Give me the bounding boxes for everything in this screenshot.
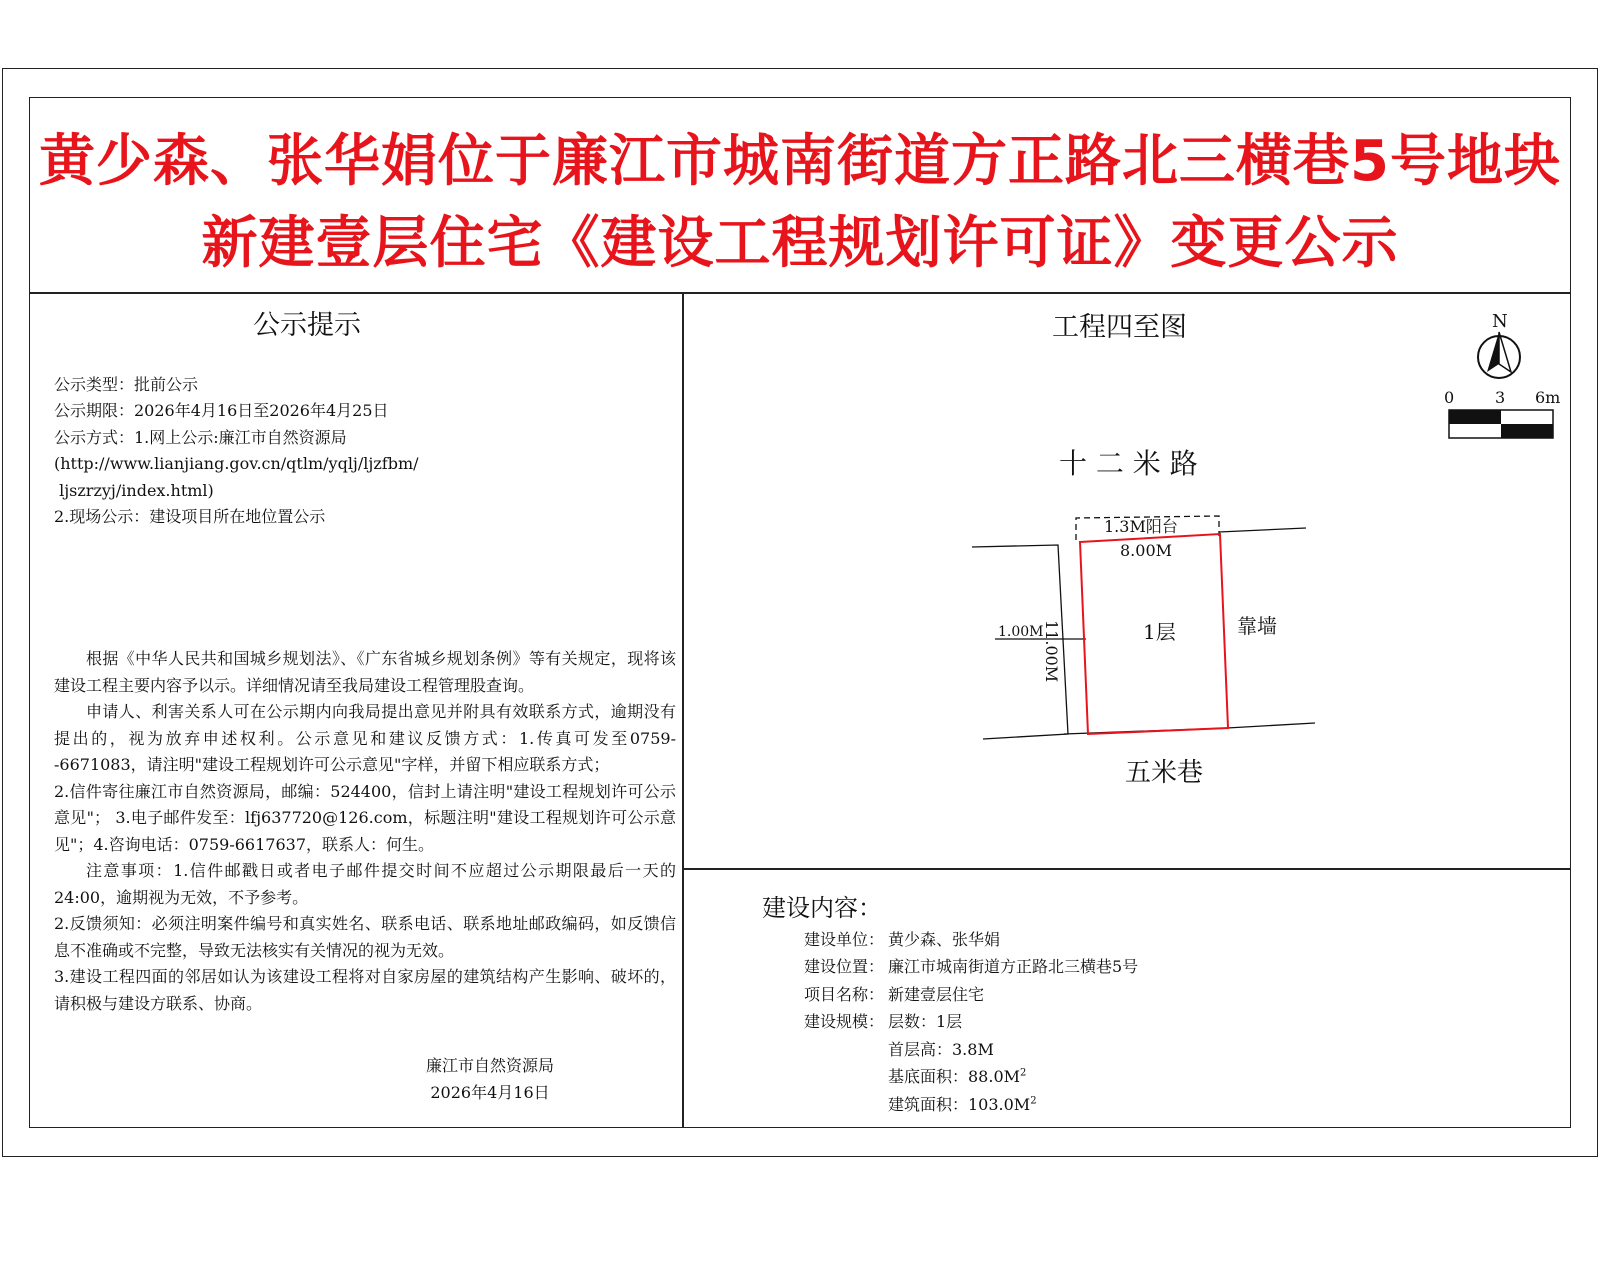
base-area-value: 基底面积：88.0M — [888, 1067, 1021, 1086]
build-name — [804, 982, 984, 1005]
road-north-label: 十 二 米 路 — [1059, 447, 1198, 480]
setback-label: 1.00M — [998, 624, 1044, 640]
build-floor-area — [888, 1092, 1037, 1115]
notice-onsite: 2.现场公示：建设项目所在地位置公示 — [54, 507, 326, 526]
notice-paragraph-4: 注意事项：1.信件邮戳日或者电子邮件提交时间不应超过公示期限最后一天的24:00，逾期视为无效，不予参考。 — [54, 861, 676, 907]
width-label: 8.00M — [1120, 541, 1173, 560]
notice-url-2[interactable]: ljszrzyj/index.html) — [54, 481, 214, 500]
notice-type: 公示类型：批前公示 — [54, 375, 199, 394]
notice-paragraph-1: 根据《中华人民共和国城乡规划法》、《广东省城乡规划条例》等有关规定，现将该建设工程主要内容予以示。详细情况请至我局建设工程管理股查询。 — [54, 649, 676, 695]
notice-period: 公示期限：2026年4月16日至2026年4月25日 — [54, 401, 389, 420]
notice-method: 公示方式：1.网上公示:廉江市自然资源局 — [54, 428, 347, 447]
build-floors: 层数：1层 — [888, 1012, 963, 1031]
balcony-label: 1.3M阳台 — [1104, 517, 1178, 536]
build-location-value: 廉江市城南街道方正路北三横巷5号 — [888, 957, 1139, 976]
east-label: 靠墙 — [1237, 614, 1277, 638]
build-unit-value: 黄少森、张华娟 — [888, 930, 1001, 949]
base-area-unit: 2 — [1020, 1067, 1027, 1079]
north-label: N — [1492, 311, 1508, 332]
floor-area-unit: 2 — [1030, 1095, 1037, 1107]
build-location-label: 建设位置： — [804, 957, 885, 976]
build-heading: 建设内容： — [762, 894, 882, 922]
column-divider — [682, 292, 684, 1128]
signer: 廉江市自然资源局 — [425, 1056, 554, 1075]
build-scale — [804, 1009, 962, 1032]
title-area — [29, 97, 1571, 292]
notice-url-1[interactable]: (http://www.lianjiang.gov.cn/qtlm/yqlj/ljzfbm/ — [54, 454, 419, 473]
notice-body — [54, 646, 676, 1017]
notice-paragraph-2: 申请人、利害关系人可在公示期内向我局提出意见并附具有效联系方式，逾期没有提出的，视为放弃申述权利。公示意见和建议反馈方式：1.传真可发至0759--6671083，请注明"建设工程规划许可公示意见"字样，并留下相应联系方式； — [54, 702, 676, 774]
road-south-label: 五米巷 — [1125, 758, 1204, 788]
build-location — [804, 954, 1138, 977]
notice-paragraph-5: 2.反馈须知：必须注明案件编号和真实姓名、联系电话、联系地址邮政编码，如反馈信息不准确或不完整，导致无法核实有关情况的视为无效。 — [54, 914, 676, 960]
build-unit-label: 建设单位： — [804, 930, 885, 949]
title-line-2: 新建壹层住宅《建设工程规划许可证》变更公示 — [201, 211, 1399, 276]
scale-label-6: 6m — [1535, 388, 1561, 407]
build-height: 首层高：3.8M — [888, 1040, 994, 1059]
scale-label-0: 0 — [1444, 388, 1455, 407]
scale-label-3: 3 — [1495, 388, 1506, 407]
sign-date: 2026年4月16日 — [430, 1083, 550, 1102]
build-unit — [804, 927, 1000, 950]
notice-heading: 公示提示 — [253, 310, 361, 341]
build-scale-label: 建设规模： — [804, 1012, 885, 1031]
map-heading: 工程四至图 — [1052, 312, 1187, 343]
notice-paragraph-3: 2.信件寄往廉江市自然资源局，邮编：524400，信封上请注明"建设工程规划许可公示意见"； 3.电子邮件发至：lfj637720@126.com，标题注明"建设工程规划许可公示意见"；4.咨询电话：0759-6617637，联系人：何生。 — [54, 781, 676, 854]
title-divider — [29, 292, 1571, 294]
map-divider — [682, 868, 1571, 870]
build-name-label: 项目名称： — [804, 985, 885, 1004]
floors-label: 1层 — [1143, 620, 1176, 644]
build-base-area — [888, 1064, 1026, 1087]
depth-label: 11.00M — [1042, 620, 1061, 683]
title-line-1: 黄少森、张华娟位于廉江市城南街道方正路北三横巷5号地块 — [39, 129, 1561, 194]
notice-paragraph-6: 3.建设工程四面的邻居如认为该建设工程将对自家房屋的建筑结构产生影响、破坏的，请积极与建设方联系、协商。 — [54, 967, 676, 1013]
build-name-value: 新建壹层住宅 — [888, 985, 985, 1004]
floor-area-value: 建筑面积：103.0M — [888, 1095, 1031, 1114]
